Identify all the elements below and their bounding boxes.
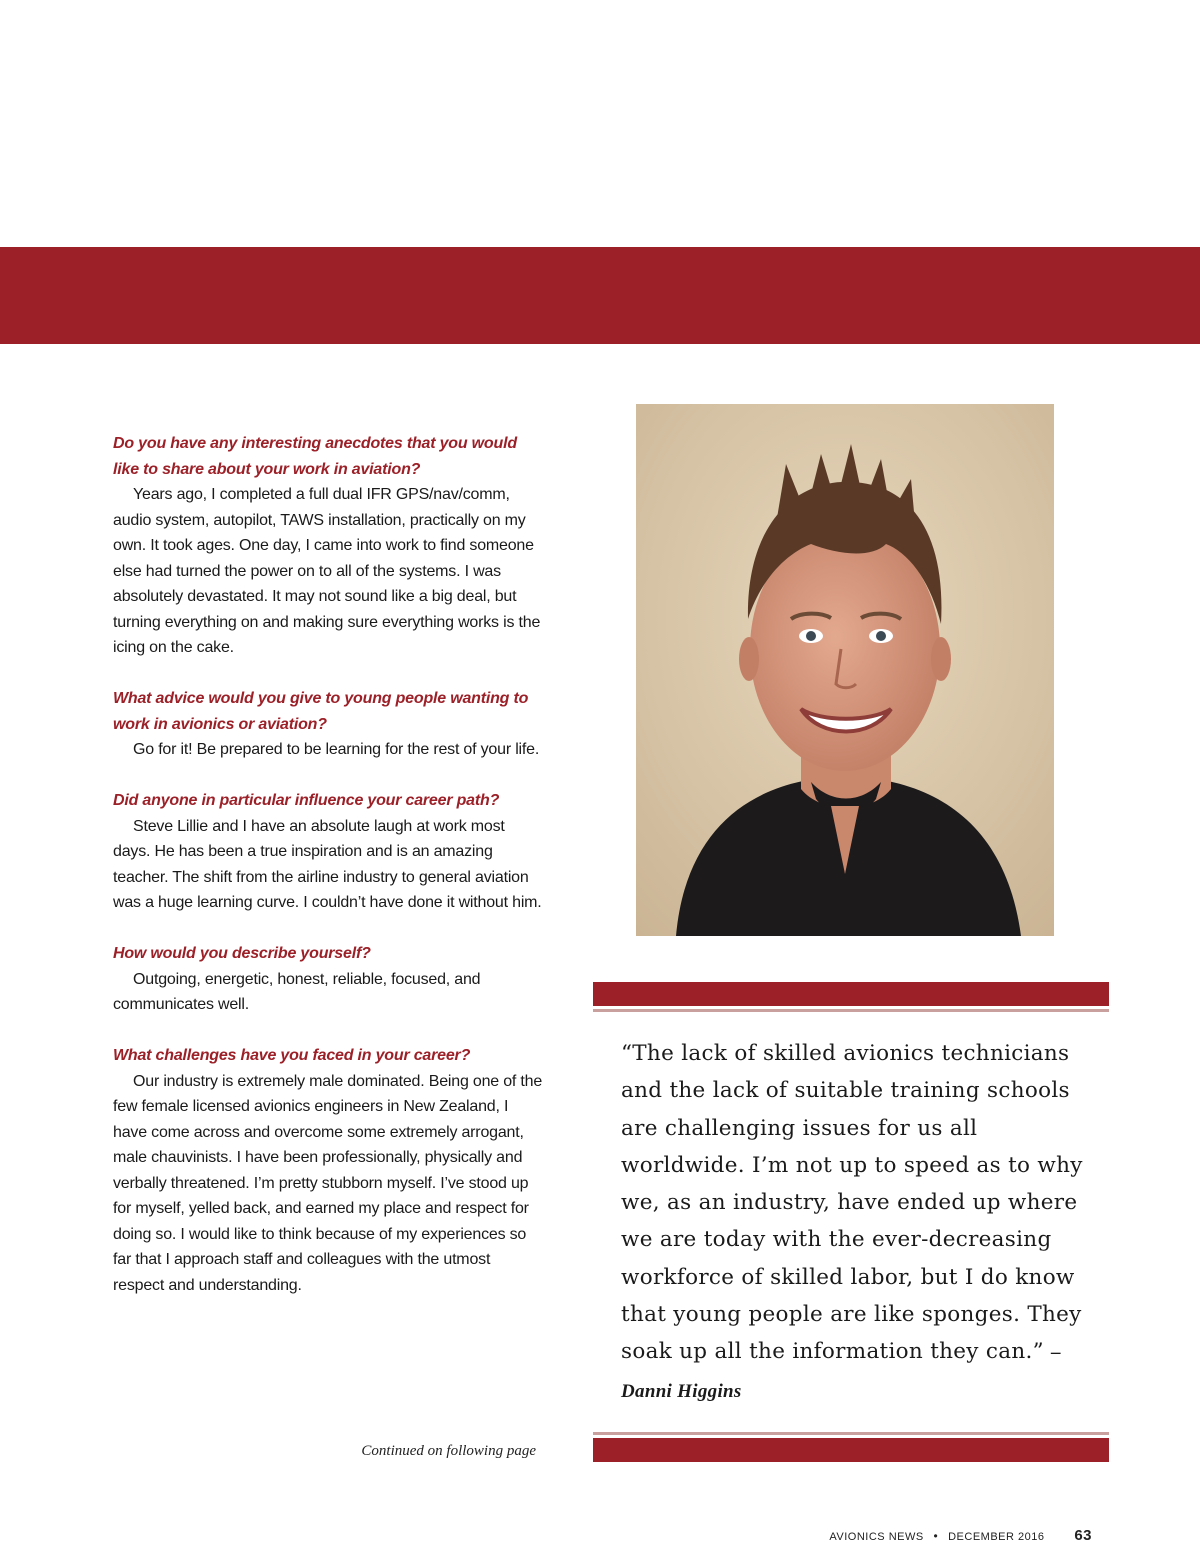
pull-quote-text: “The lack of skilled avionics technicians and the lack of suitable training schools are challenging issues for us all worldwide. I’m not up to speed as to why we, as an industry, have ended up where we are today with the ever-decreasing workforce of skilled labor, but I do know that young people are like sponges. They soak up all the information they can.”: [621, 1041, 1083, 1365]
publication-name: AVIONICS NEWS: [829, 1531, 924, 1543]
portrait-illustration: [636, 404, 1054, 936]
qa-block: [113, 941, 543, 1018]
continued-note: Continued on following page: [361, 1443, 536, 1459]
rule-line: [593, 1009, 1109, 1012]
pull-quote: [621, 1035, 1101, 1410]
answer: Go for it! Be prepared to be learning for the rest of your life.: [133, 741, 540, 758]
quote-bottom-rule: [593, 1432, 1109, 1462]
footer-separator: •: [933, 1529, 939, 1543]
question: Did anyone in particular influence your career path?: [113, 792, 500, 809]
quote-top-rule: [593, 982, 1109, 1012]
interview-column: [113, 431, 543, 1324]
answer: Our industry is extremely male dominated. Being one of the few female licensed avionics engineers in New Zealand, I have come across and overcome some extremely arrogant, male chauvinists. I have been professionally, physically and verbally threatened. I’m pretty stubborn myself. I’ve stood up for myself, yelled back, and earned my place and respect for doing so. I would like to think because of my experiences so far that I approach staff and colleagues with the utmost respect and understanding.: [113, 1072, 543, 1294]
page-footer: [829, 1527, 1092, 1544]
qa-block: [113, 686, 543, 763]
pull-quote-attribution: – Danni Higgins: [621, 1342, 1061, 1402]
rule-line: [593, 1432, 1109, 1435]
qa-block: [113, 788, 543, 916]
qa-block: [113, 1043, 543, 1298]
answer: Outgoing, energetic, honest, reliable, focused, and communicates well.: [113, 970, 481, 1013]
rule-bar: [593, 1438, 1109, 1462]
rule-bar: [593, 982, 1109, 1006]
answer: Years ago, I completed a full dual IFR GPS/nav/comm, audio system, autopilot, TAWS installation, practically on my own. It took ages. One day, I came into work to find someone else had turned the power on to all of the systems. I was absolutely devastated. It may not sound like a big deal, but turning everything on and making sure everything works is the icing on the cake.: [113, 486, 541, 656]
qa-block: [113, 431, 543, 661]
portrait-photo: [636, 404, 1054, 936]
question: What advice would you give to young people wanting to work in avionics or aviation?: [113, 690, 529, 733]
question: What challenges have you faced in your career?: [113, 1047, 471, 1064]
question: Do you have any interesting anecdotes that you would like to share about your work in aviation?: [113, 435, 517, 478]
header-banner: [0, 247, 1200, 344]
question: How would you describe yourself?: [113, 945, 371, 962]
answer: Steve Lillie and I have an absolute laugh at work most days. He has been a true inspiration and is an amazing teacher. The shift from the airline industry to general aviation was a huge learning curve. I couldn’t have done it without him.: [113, 817, 542, 911]
issue-date: DECEMBER 2016: [948, 1531, 1045, 1543]
page-number: 63: [1074, 1527, 1092, 1544]
